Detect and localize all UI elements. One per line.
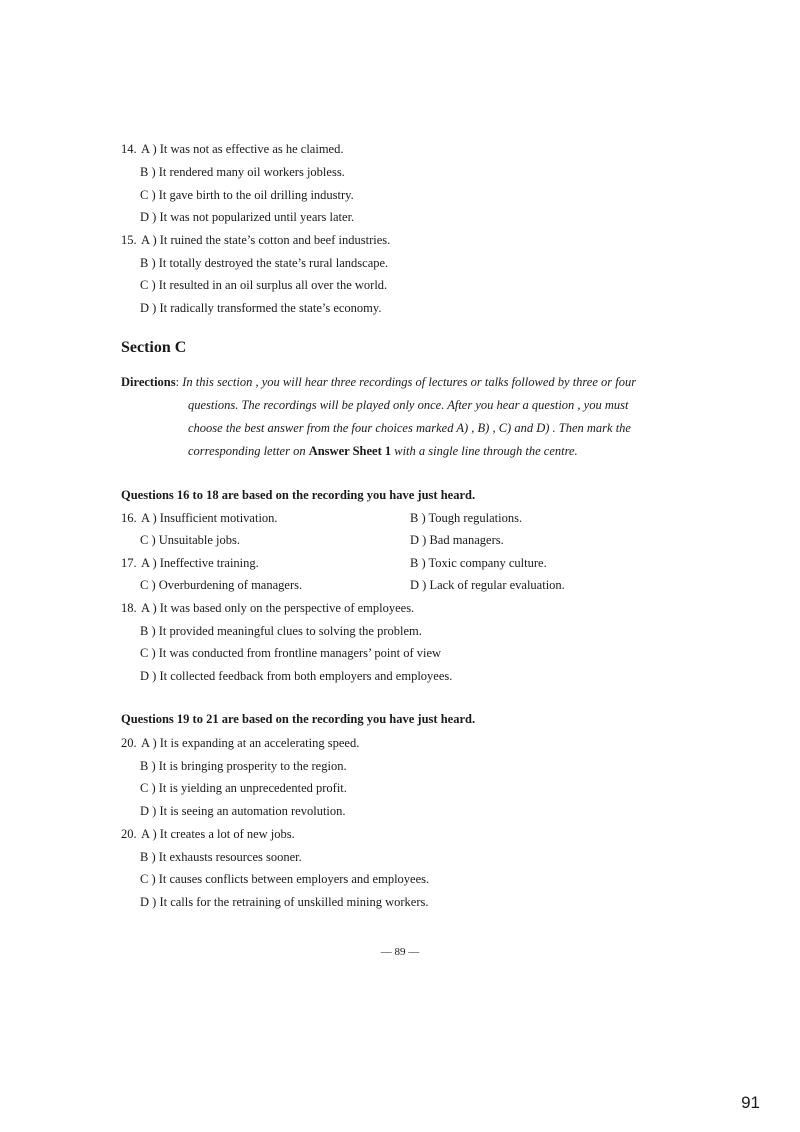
option-a: A ) It ruined the state’s cotton and beef industries. [141,233,391,247]
option-a: A ) It is expanding at an accelerating speed. [141,736,360,750]
option-d: D ) Lack of regular evaluation. [410,578,565,592]
option-a: A ) Ineffective training. [141,556,259,570]
option-c: C ) It gave birth to the oil drilling industry. [140,188,354,202]
option-d: D ) It was not popularized until years later. [140,210,355,224]
directions-line-4: corresponding letter on Answer Sheet 1 with a single line through the centre. [188,444,578,458]
question-group-header: Questions 19 to 21 are based on the recording you have just heard. [121,712,476,726]
directions-line-1: Directions: In this section , you will hear three recordings of lectures or talks followed by three or four [121,375,637,389]
option-b: B ) Tough regulations. [410,511,523,525]
section-title: Section C [121,339,187,356]
page-number: 91 [741,1093,760,1112]
option-d: D ) Bad managers. [410,533,504,547]
option-c: C ) It was conducted from frontline managers’ point of view [140,646,442,660]
question-group-header: Questions 16 to 18 are based on the recording you have just heard. [121,488,476,502]
option-b: B ) It provided meaningful clues to solving the problem. [140,624,422,638]
option-c: C ) Unsuitable jobs. [140,533,240,547]
option-a: A ) It was based only on the perspective of employees. [141,601,415,615]
option-d: D ) It is seeing an automation revolution. [140,804,346,818]
option-c: C ) Overburdening of managers. [140,578,303,592]
page-footer: — 89 — [380,946,420,958]
option-c: C ) It is yielding an unprecedented profit. [140,781,347,795]
directions-line-2: questions. The recordings will be played only once. After you hear a question , you must [188,398,629,412]
question-number: 14. [121,142,137,156]
option-b: B ) Toxic company culture. [410,556,547,570]
question-number: 15. [121,233,137,247]
question-number: 20. [121,736,137,750]
option-d: D ) It calls for the retraining of unskilled mining workers. [140,895,429,909]
question-number: 18. [121,601,137,615]
option-d: D ) It radically transformed the state’s economy. [140,301,382,315]
option-a: A ) It was not as effective as he claimed. [141,142,344,156]
option-c: C ) It causes conflicts between employers and employees. [140,872,430,886]
option-b: B ) It totally destroyed the state’s rural landscape. [140,256,389,270]
option-b: B ) It exhausts resources sooner. [140,850,302,864]
directions-label: Directions [121,375,176,389]
question-number: 16. [121,511,137,525]
option-b: B ) It is bringing prosperity to the region. [140,759,347,773]
option-b: B ) It rendered many oil workers jobless. [140,165,345,179]
question-number: 17. [121,556,137,570]
option-a: A ) It creates a lot of new jobs. [141,827,295,841]
option-c: C ) It resulted in an oil surplus all over the world. [140,278,388,292]
directions-line-3: choose the best answer from the four choices marked A) , B) , C) and D) . Then mark the [188,421,631,435]
question-number: 20. [121,827,137,841]
option-a: A ) Insufficient motivation. [141,511,278,525]
option-d: D ) It collected feedback from both employers and employees. [140,669,453,683]
answer-sheet-ref: Answer Sheet 1 [308,444,392,458]
